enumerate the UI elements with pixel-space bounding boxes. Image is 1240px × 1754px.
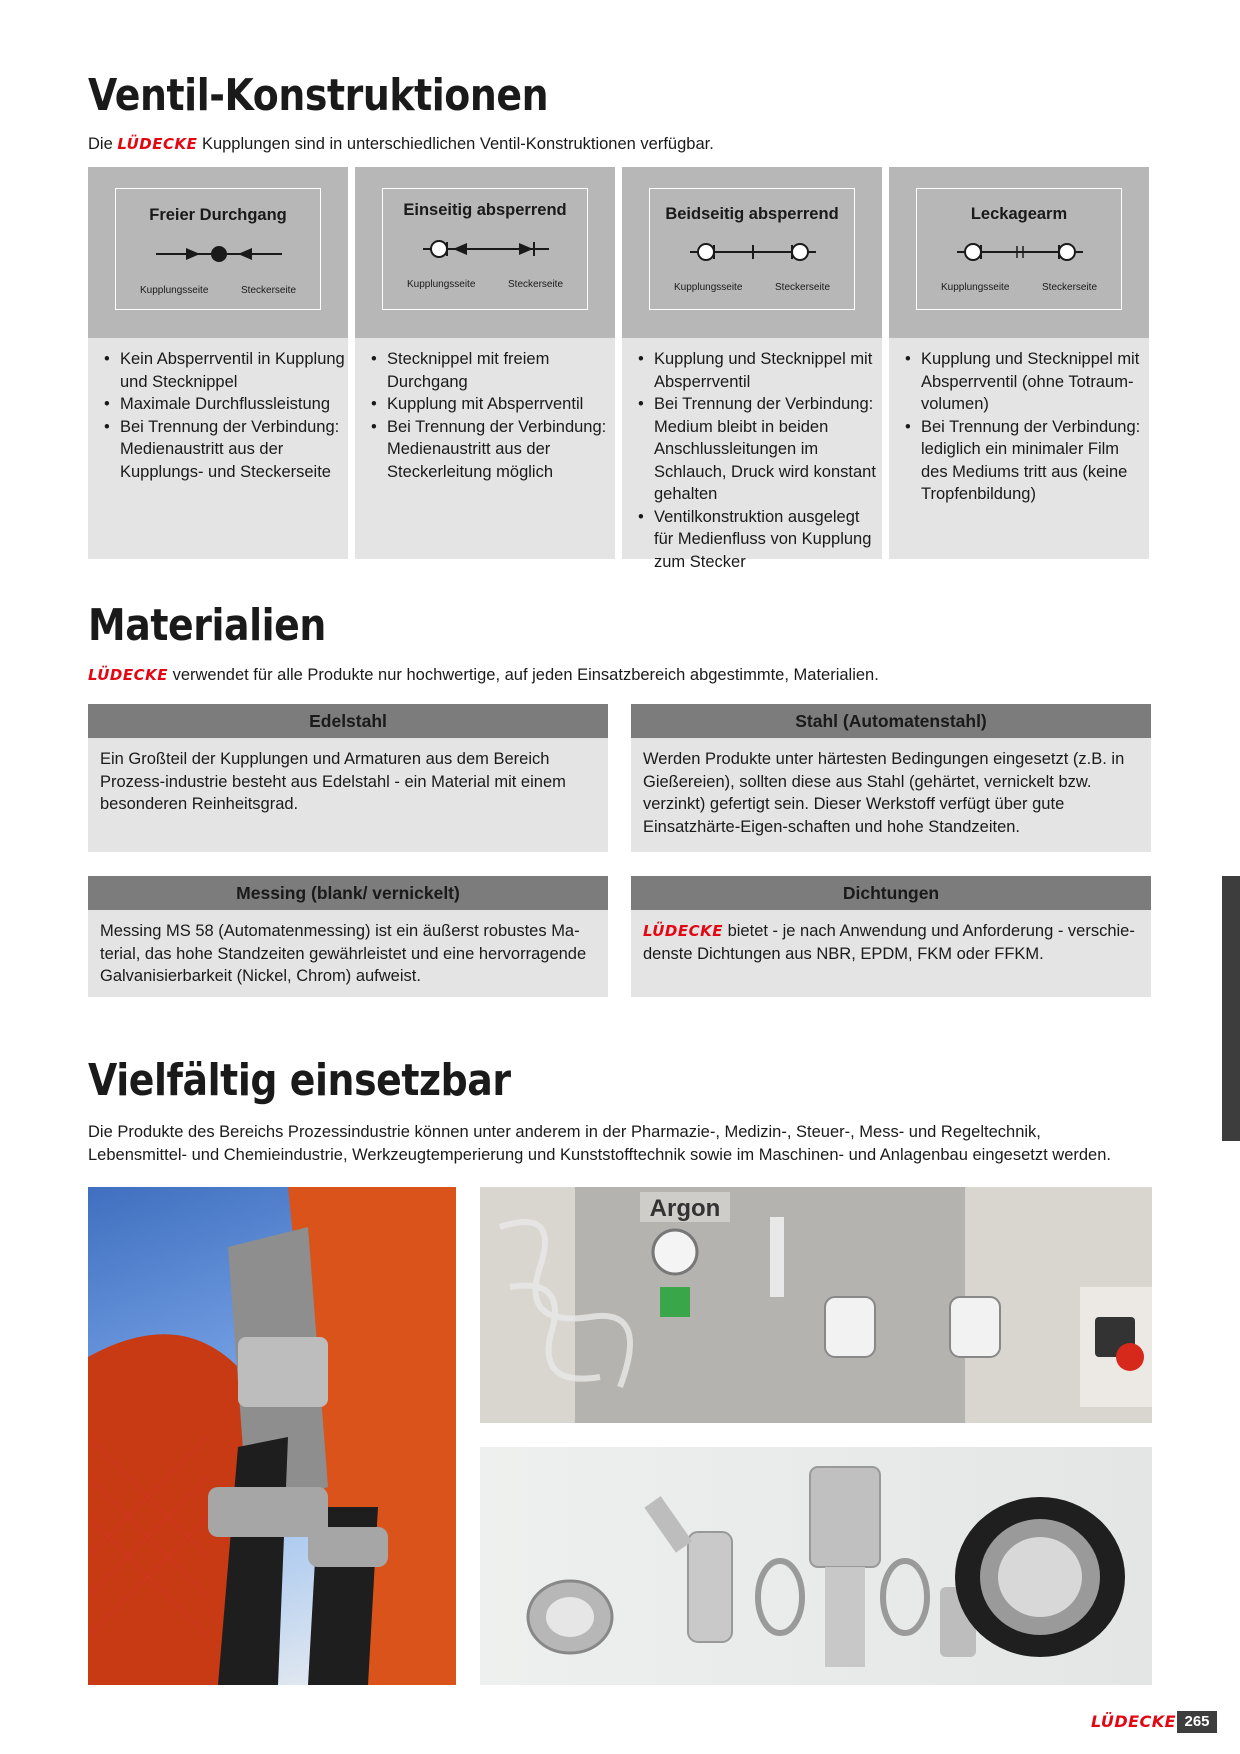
valve-card-title: Freier Durchgang <box>149 206 287 224</box>
valve-card-title: Leckagearm <box>970 205 1068 223</box>
bullet-item: • Maximale Durchflussleistung <box>98 393 346 416</box>
one-side-shutoff-symbol-icon <box>423 238 549 260</box>
coupling-hoses-photo <box>88 1187 456 1685</box>
coupling-side-label: Kupplungsseite <box>674 282 743 293</box>
bullet-item: • Bei Trennung der Verbindung: Medienaustritt aus der Steckerleitung möglich <box>365 416 613 484</box>
coupling-side-label: Kupplungsseite <box>941 282 1010 293</box>
material-card-text: Werden Produkte unter härtesten Bedingungen eingesetzt (z.B. in Gießereien), sollten diese aus Stahl (gehärtet, vernickelt bzw. verzinkt) gefertigt sein. Dieser Werkstoff verfügt über gute Einsatzhärte-Eigen-schaften und hohe Standzeiten. <box>643 750 1125 836</box>
material-card-text: Messing MS 58 (Automatenmessing) ist ein äußerst robustes Ma-terial, das hohe Standzeiten gewährleistet und eine hervorragende Galvanisierbarkeit (Nickel, Chrom) aufweist. <box>100 922 587 985</box>
bullet-item: • Bei Trennung der Verbindung: lediglich ein minimaler Film des Mediums tritt aus (keine Tropfenbildung) <box>899 416 1147 506</box>
argon-sign-text: Argon <box>649 1195 721 1222</box>
bullet-item: • Stecknippel mit freiem Durchgang <box>365 348 613 393</box>
free-flow-symbol-icon <box>156 243 282 265</box>
valve-diagram-frame <box>916 188 1122 310</box>
valve-card-diagram-panel <box>622 167 882 338</box>
plug-side-label: Steckerseite <box>508 279 564 290</box>
valve-section-title: Ventil-Konstruktionen <box>88 70 549 121</box>
valve-card-low-leakage <box>889 167 1149 559</box>
valve-card-title: Einseitig absperrend <box>403 201 567 219</box>
bullet-item: • Kein Absperrventil in Kupplung und Stecknippel <box>98 348 346 393</box>
coupling-side-label: Kupplungsseite <box>140 285 209 296</box>
coupling-hoses-illustration <box>88 1187 456 1685</box>
bullet-item: • Bei Trennung der Verbindung: Medienaustritt aus der Kupplungs- und Steckerseite <box>98 416 346 484</box>
bullet-item: • Kupplung mit Absperrventil <box>365 393 613 416</box>
valve-card-diagram-panel <box>889 167 1149 338</box>
bullet-item: • Kupplung und Stecknippel mit Absperrventil (ohne Totraum-volumen) <box>899 348 1147 416</box>
valve-diagram-frame <box>115 188 321 310</box>
valve-card-one-side-shutoff <box>355 167 615 559</box>
two-side-shutoff-symbol-icon <box>690 241 816 263</box>
lab-panel-photo <box>480 1187 1152 1423</box>
material-card-seals <box>631 876 1151 997</box>
sidebar-tab-marker <box>1222 876 1240 1141</box>
valve-card-free-flow <box>88 167 348 559</box>
material-card-title: Edelstahl <box>88 704 608 738</box>
couplings-products-photo <box>480 1447 1152 1685</box>
lab-panel-illustration <box>480 1187 1152 1423</box>
brand-logo: LÜDECKE <box>88 666 168 684</box>
material-card-title: Stahl (Automatenstahl) <box>631 704 1151 738</box>
couplings-products-illustration <box>480 1447 1152 1685</box>
valve-card-bullets <box>98 348 346 483</box>
usage-section-title: Vielfältig einsetzbar <box>88 1055 511 1106</box>
low-leakage-symbol-icon <box>957 241 1083 263</box>
material-card-brass <box>88 876 608 997</box>
valve-card-diagram-panel <box>88 167 348 338</box>
valve-card-bullets <box>365 348 613 483</box>
material-card-text <box>631 910 1151 965</box>
bullet-item: • Ventilkonstruktion ausgelegt für Medienfluss von Kupplung zum Stecker <box>632 506 880 574</box>
intro-text: verwendet für alle Produkte nur hochwertige, auf jeden Einsatzbereich abgestimmte, Materialien. <box>172 666 879 684</box>
materials-section-intro <box>88 666 879 685</box>
materials-section-title: Materialien <box>88 600 326 651</box>
material-card-title: Dichtungen <box>631 876 1151 910</box>
material-card-stainless-steel <box>88 704 608 852</box>
valve-card-bullets <box>632 348 880 573</box>
valve-diagram-frame <box>649 188 855 310</box>
bullet-item: • Kupplung und Stecknippel mit Absperrventil <box>632 348 880 393</box>
material-card-text: Ein Großteil der Kupplungen und Armaturen aus dem Bereich Prozess-industrie besteht aus Edelstahl - ein Material mit einem besonderen Reinheitsgrad. <box>100 750 566 813</box>
page-number: 265 <box>1177 1711 1217 1733</box>
plug-side-label: Steckerseite <box>1042 282 1098 293</box>
valve-card-title: Beidseitig absperrend <box>665 205 839 223</box>
seals-text: bietet - je nach Anwendung und Anforderung - verschie-denste Dichtungen aus NBR, EPDM, FKM oder FFKM. <box>643 922 1135 963</box>
valve-diagram-frame <box>382 188 588 310</box>
material-card-title: Messing (blank/ vernickelt) <box>88 876 608 910</box>
brand-logo: LÜDECKE <box>117 135 198 153</box>
material-card-steel <box>631 704 1151 852</box>
plug-side-label: Steckerseite <box>775 282 831 293</box>
bullet-item: • Bei Trennung der Verbindung: Medium bleibt in beiden Anschlussleitungen im Schlauch, Druck wird konstant gehalten <box>632 393 880 506</box>
intro-prefix: Die <box>88 135 113 153</box>
footer-brand-logo: LÜDECKE <box>1091 1712 1177 1731</box>
valve-section-intro <box>88 135 714 154</box>
brand-logo: LÜDECKE <box>643 922 723 940</box>
valve-card-diagram-panel <box>355 167 615 338</box>
coupling-side-label: Kupplungsseite <box>407 279 476 290</box>
intro-text: Kupplungen sind in unterschiedlichen Ventil-Konstruktionen verfügbar. <box>201 135 714 153</box>
plug-side-label: Steckerseite <box>241 285 297 296</box>
valve-card-bullets <box>899 348 1147 506</box>
valve-card-two-side-shutoff <box>622 167 882 571</box>
usage-section-text: Die Produkte des Bereichs Prozessindustrie können unter anderem in der Pharmazie-, Medizin-, Steuer-, Mess- und Regeltechnik, Lebensmittel- und Chemieindustrie, Werkzeugtemperierung und Kunststofftechnik sowie im Maschinen- und Anlagenbau eingesetzt werden. <box>88 1123 1111 1164</box>
